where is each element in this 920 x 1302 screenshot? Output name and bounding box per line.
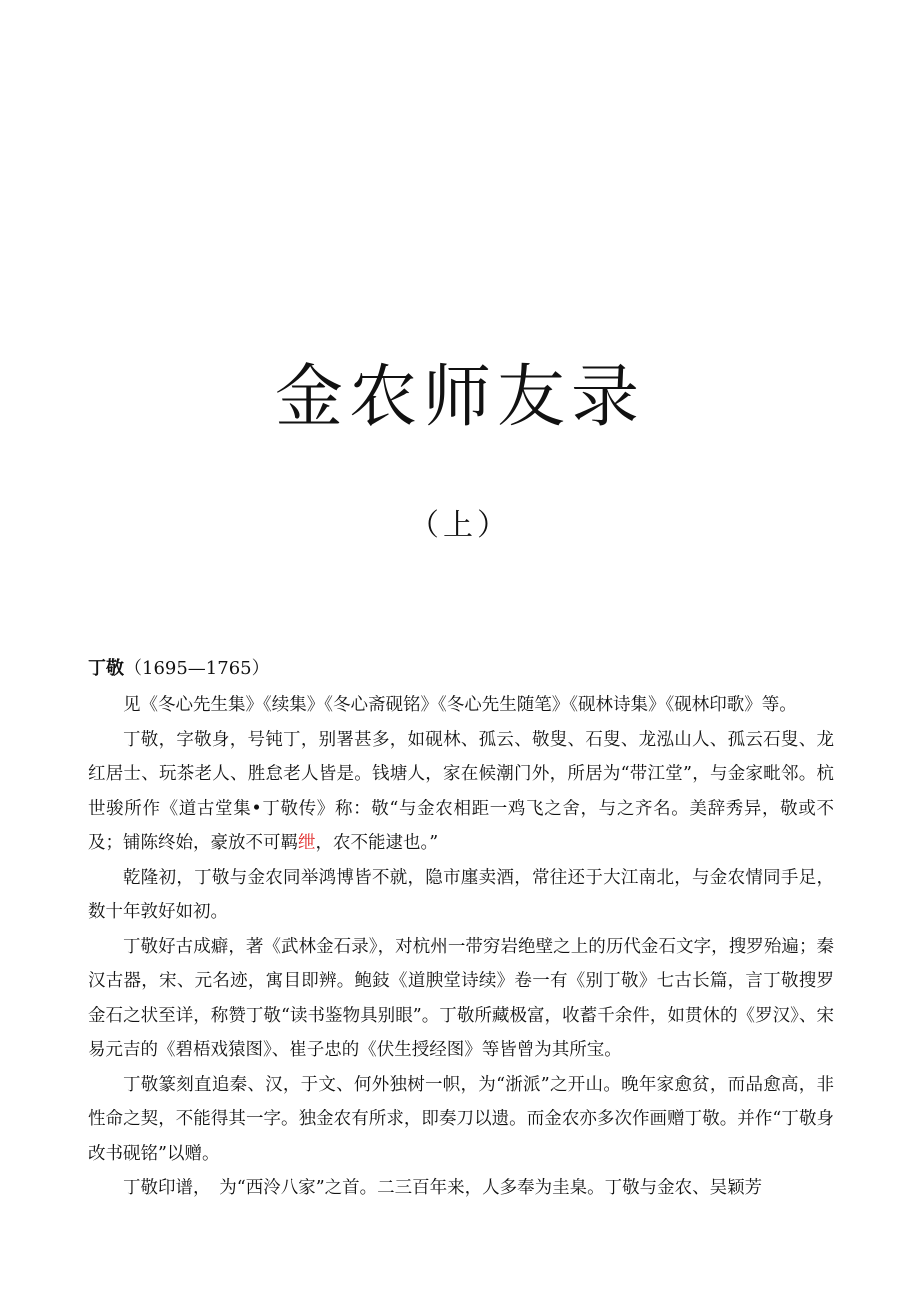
document-title: 金农师友录 (274, 358, 645, 437)
paragraph: 丁敬篆刻直追秦、汉，于文、何外独树一帜，为“浙派”之开山。晚年家愈贫，而品愈高，非性命之契，不能得其一字。独金农有所求，即奏刀以遗。而金农亦多次作画赠丁敬。并作“丁敬身改书砚铭”以赠。 (88, 1074, 834, 1164)
paragraph-text: 丁敬，字敬身，号钝丁，别署甚多，如砚林、孤云、敬叟、石叟、龙泓山人、孤云石叟、龙红居士、玩茶老人、胜怠老人皆是。钱塘人，家在候潮门外，所居为“带江堂”，与金家毗邻。杭世骏所作《道古堂集•丁敬传》称：敬“与金农相距一鸡飞之舍，与之齐名。美辞秀异，敬或不及；铺陈终始，豪放不可羁 (88, 729, 834, 853)
body-text (88, 688, 834, 1206)
highlighted-character: 绁 (298, 833, 316, 853)
paragraph-text: ，农不能逮也。” (315, 833, 439, 853)
document-subtitle: （上） (409, 508, 511, 543)
paragraph: 丁敬印谱， 为“西泠八家”之首。二三百年来，人多奉为圭臬。丁敬与金农、吴颖芳 (123, 1178, 763, 1198)
entry-heading (88, 656, 270, 682)
entry-dates: （1695—1765） (124, 658, 270, 679)
paragraph (88, 723, 834, 861)
paragraph: 乾隆初，丁敬与金农同举鸿博皆不就，隐市廛卖酒，常往还于大江南北，与金农情同手足，数十年敦好如初。 (88, 867, 834, 922)
entry-name: 丁敬 (88, 658, 124, 679)
paragraph: 见《冬心先生集》《续集》《冬心斋砚铭》《冬心先生随笔》《砚林诗集》《砚林印歌》等。 (123, 695, 797, 715)
paragraph: 丁敬好古成癖，著《武林金石录》，对杭州一带穷岩绝壁之上的历代金石文字，搜罗殆遍；秦汉古器，宋、元名迹，寓目即辨。鲍鈘《道腴堂诗续》卷一有《别丁敬》七古长篇，言丁敬搜罗金石之状至详，称赞丁敬“读书鉴物具别眼”。丁敬所藏极富，收蓄千余件，如贯休的《罗汉》、宋易元吉的《碧梧戏猿图》、崔子忠的《伏生授经图》等皆曾为其所宝。 (88, 936, 834, 1060)
